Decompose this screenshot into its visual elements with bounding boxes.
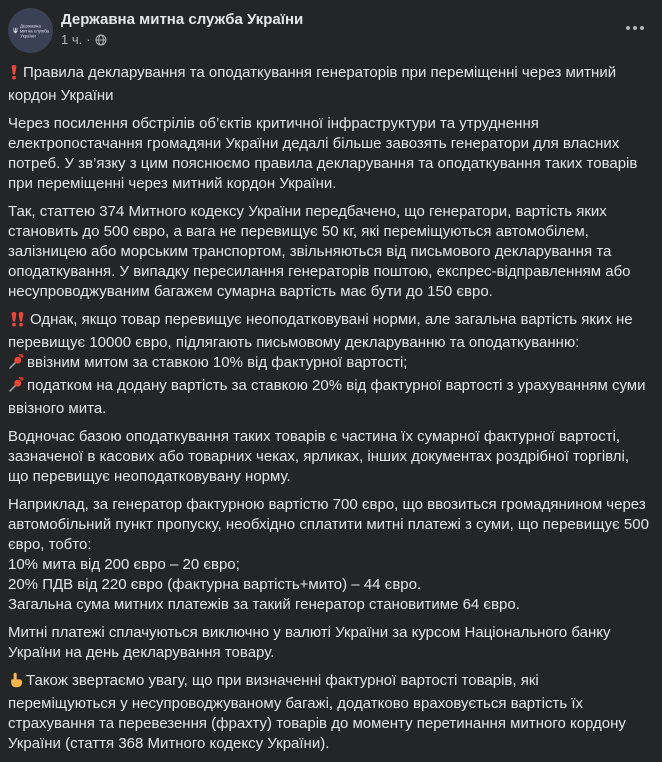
- post-paragraph: [8, 671, 650, 754]
- post-text: Загальна сума митних платежів за такий генератор становитиме 64 євро.: [8, 596, 520, 613]
- post-text: Через посилення обстрілів об’єктів критичної інфраструктури та утруднення електропостачання громадяни України дедалі більше завозять генератори для власних потреб. У зв’язку з цим пояснюємо правила декларування та оподаткування таких товарів при переміщенні через митний кордон України.: [8, 115, 638, 192]
- post-text: Однак, якщо товар перевищує неоподатковувані норми, але загальна вартість яких не перевищує 10000 євро, підлягають письмовому декларуванню та оподаткуванню:: [8, 311, 633, 351]
- post-line: [8, 353, 650, 376]
- tryzub-icon: [12, 27, 17, 35]
- post-paragraph: [8, 63, 650, 106]
- post-text: податком на додану вартість за ставкою 20% від фактурної вартості з урахуванням суми ввізного мита.: [8, 377, 646, 417]
- post-text: 10% мита від 200 євро – 20 євро;: [8, 556, 240, 573]
- meta-separator: ·: [86, 32, 91, 47]
- post-text: 20% ПДВ від 220 євро (фактурна вартість+мито) – 44 євро.: [8, 576, 422, 593]
- avatar-text-line: Державна: [19, 23, 41, 28]
- avatar[interactable]: [8, 8, 53, 53]
- post-paragraph: [8, 495, 650, 615]
- globe-icon: [95, 34, 107, 46]
- post-line: [8, 575, 650, 595]
- post-meta: [61, 32, 303, 47]
- post-line: [8, 555, 650, 575]
- double-exclamation-icon: [8, 311, 27, 333]
- post-paragraph: [8, 114, 650, 194]
- pushpin-icon: [8, 377, 24, 399]
- post-line: [8, 623, 650, 663]
- post-line: [8, 427, 650, 487]
- post-text: Водночас базою оподаткування таких товарів є частина їх сумарної фактурної вартості, зазначеної в касових або товарних чеках, ярликах, інших документах роздрібної торгівлі, що перевищує неоподатковувану норму.: [8, 428, 630, 485]
- post-paragraph: [8, 310, 650, 419]
- page-name-link[interactable]: Державна митна служба України: [61, 11, 304, 28]
- post-line: [8, 671, 650, 754]
- post-paragraph: [8, 202, 650, 302]
- pushpin-icon: [8, 354, 24, 376]
- point-up-icon: [8, 672, 23, 694]
- post-text: Так, статтею 374 Митного кодексу України передбачено, що генератори, вартість яких становить до 500 євро, а вага не перевищує 50 кг, які переміщуються автомобілем, залізницею або морським транспортом, звільняються від письмового декларування та оподаткування. У випадку пересилання генераторів поштою, експрес-відправленням або несупроводжуваним багажем сумарна вартість має бути до 150 євро.: [8, 203, 631, 300]
- post-paragraph: [8, 427, 650, 487]
- avatar-text-line: України: [19, 33, 36, 38]
- post-body: [0, 55, 662, 762]
- post-paragraph: [8, 623, 650, 663]
- header-text: [61, 8, 303, 47]
- red-exclamation-icon: [8, 64, 20, 86]
- post-text: Також звертаємо увагу, що при визначенні фактурної вартості товарів, які переміщуються у несупроводжуваному багажі, додатково враховується вартість їх страхування та перевезення (фрахту) товарів до моменту перетинання митного кордону України (стаття 368 Митного кодексу України).: [8, 672, 626, 752]
- more-options-button[interactable]: [622, 22, 648, 34]
- avatar-text: [19, 23, 48, 38]
- post-line: [8, 63, 650, 106]
- post-line: [8, 114, 650, 194]
- timestamp-link[interactable]: 1 ч.: [61, 32, 83, 47]
- post-header: [0, 0, 662, 55]
- post-text: Наприклад, за генератор фактурною вартістю 700 євро, що ввозиться громадянином через автомобільний пункт пропуску, необхідно сплатити митні платежі з суми, що перевищує 500 євро, тобто:: [8, 496, 649, 553]
- avatar-content: [12, 23, 48, 38]
- post-line: [8, 310, 650, 353]
- post-text: Митні платежі сплачуються виключно у валюті України за курсом Національного банку України на день декларування товару.: [8, 624, 611, 661]
- post-text: ввізним митом за ставкою 10% від фактурної вартості;: [27, 354, 408, 371]
- post-line: [8, 202, 650, 302]
- post-line: [8, 595, 650, 615]
- three-dots-icon: [626, 26, 644, 30]
- avatar-text-line: митна служба: [19, 28, 49, 33]
- post-line: [8, 376, 650, 419]
- post-line: [8, 495, 650, 555]
- post-text: Правила декларування та оподаткування генераторів при переміщенні через митний кордон України: [8, 64, 617, 104]
